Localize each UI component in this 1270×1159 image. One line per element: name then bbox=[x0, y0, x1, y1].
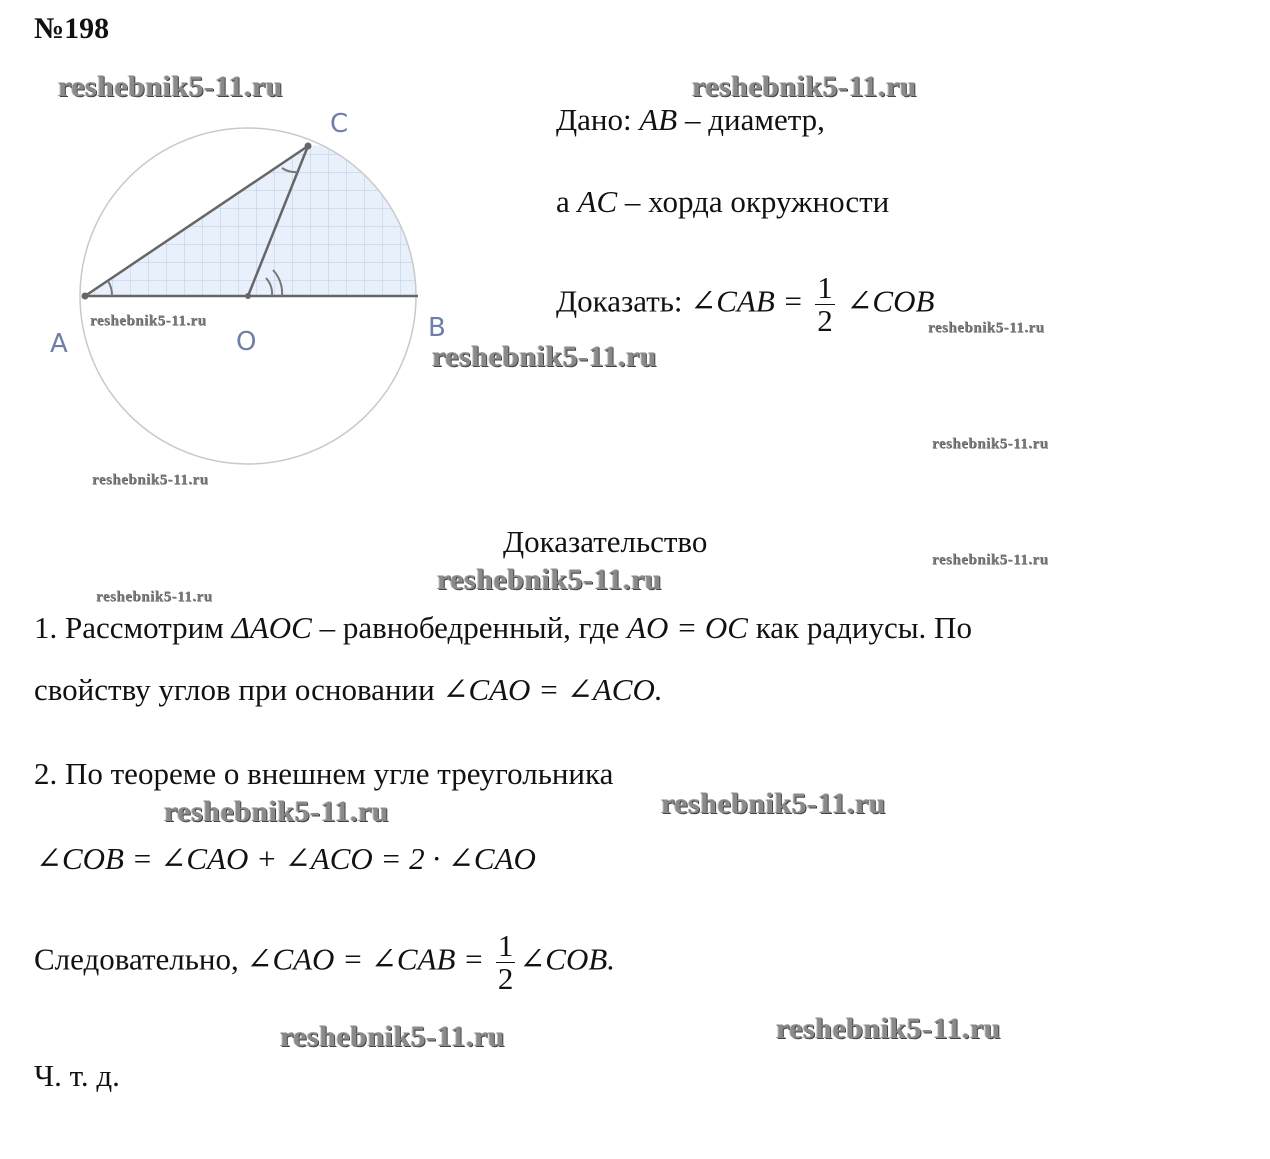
prove-label: Доказать: bbox=[556, 283, 683, 319]
watermark: reshebnik5-11.ru bbox=[932, 552, 1049, 568]
point-c bbox=[305, 143, 312, 150]
label-b: B bbox=[428, 313, 446, 343]
step2-line1: 2. По теореме о внешнем угле треугольника bbox=[34, 756, 614, 791]
point-o bbox=[245, 293, 251, 299]
step1-line2: свойству углов при основании ∠CAO = ∠ACO. bbox=[34, 672, 663, 707]
watermark: reshebnik5-11.ru bbox=[692, 70, 917, 103]
label-c: C bbox=[330, 109, 349, 139]
given-line-2 bbox=[556, 184, 889, 220]
circle-diagram bbox=[40, 100, 460, 500]
watermark: reshebnik5-11.ru bbox=[96, 589, 213, 605]
prove-lhs: ∠CAB = bbox=[690, 283, 804, 319]
given-text-1: – диаметр, bbox=[677, 102, 825, 137]
given-ac: AC bbox=[577, 184, 618, 219]
prove-fraction: $\frac{1}{2}$ bbox=[817, 270, 833, 338]
watermark: reshebnik5-11.ru bbox=[661, 787, 886, 820]
watermark: reshebnik5-11.ru bbox=[437, 563, 662, 596]
watermark: reshebnik5-11.ru bbox=[90, 313, 207, 329]
step1-line1: 1. Рассмотрим ΔAOC – равнобедренный, где AO = OC как радиусы. По bbox=[34, 610, 972, 645]
label-o: O bbox=[236, 327, 257, 357]
watermark: reshebnik5-11.ru bbox=[280, 1020, 505, 1053]
step2-equation: ∠COB = ∠CAO + ∠ACO = 2 · ∠CAO bbox=[36, 841, 536, 876]
conclusion-line: Следовательно, ∠CAO = ∠CAB = $\frac{1}{2}$ ∠COB. bbox=[34, 928, 616, 996]
watermark: reshebnik5-11.ru bbox=[776, 1012, 1001, 1045]
given-line-1 bbox=[556, 102, 825, 138]
prove-line bbox=[556, 272, 934, 337]
watermark: reshebnik5-11.ru bbox=[432, 340, 657, 373]
watermark: reshebnik5-11.ru bbox=[928, 320, 1045, 336]
conclusion-fraction: $\frac{1}{2}$ bbox=[497, 928, 514, 996]
shaded-region bbox=[85, 140, 420, 296]
prove-rhs: ∠COB bbox=[846, 283, 935, 319]
watermark: reshebnik5-11.ru bbox=[92, 472, 209, 488]
given-text-2: – хорда окружности bbox=[617, 184, 890, 219]
problem-number: №198 bbox=[34, 12, 110, 45]
qed: Ч. т. д. bbox=[34, 1058, 120, 1093]
watermark: reshebnik5-11.ru bbox=[164, 795, 389, 828]
given-ab: AB bbox=[639, 102, 678, 137]
point-a bbox=[82, 293, 89, 300]
given-prefix: а bbox=[556, 184, 578, 219]
given-label: Дано: bbox=[556, 102, 632, 137]
label-a: A bbox=[50, 329, 68, 359]
watermark: reshebnik5-11.ru bbox=[932, 436, 1049, 452]
proof-heading: Доказательство bbox=[503, 524, 708, 559]
watermark: reshebnik5-11.ru bbox=[58, 70, 283, 103]
